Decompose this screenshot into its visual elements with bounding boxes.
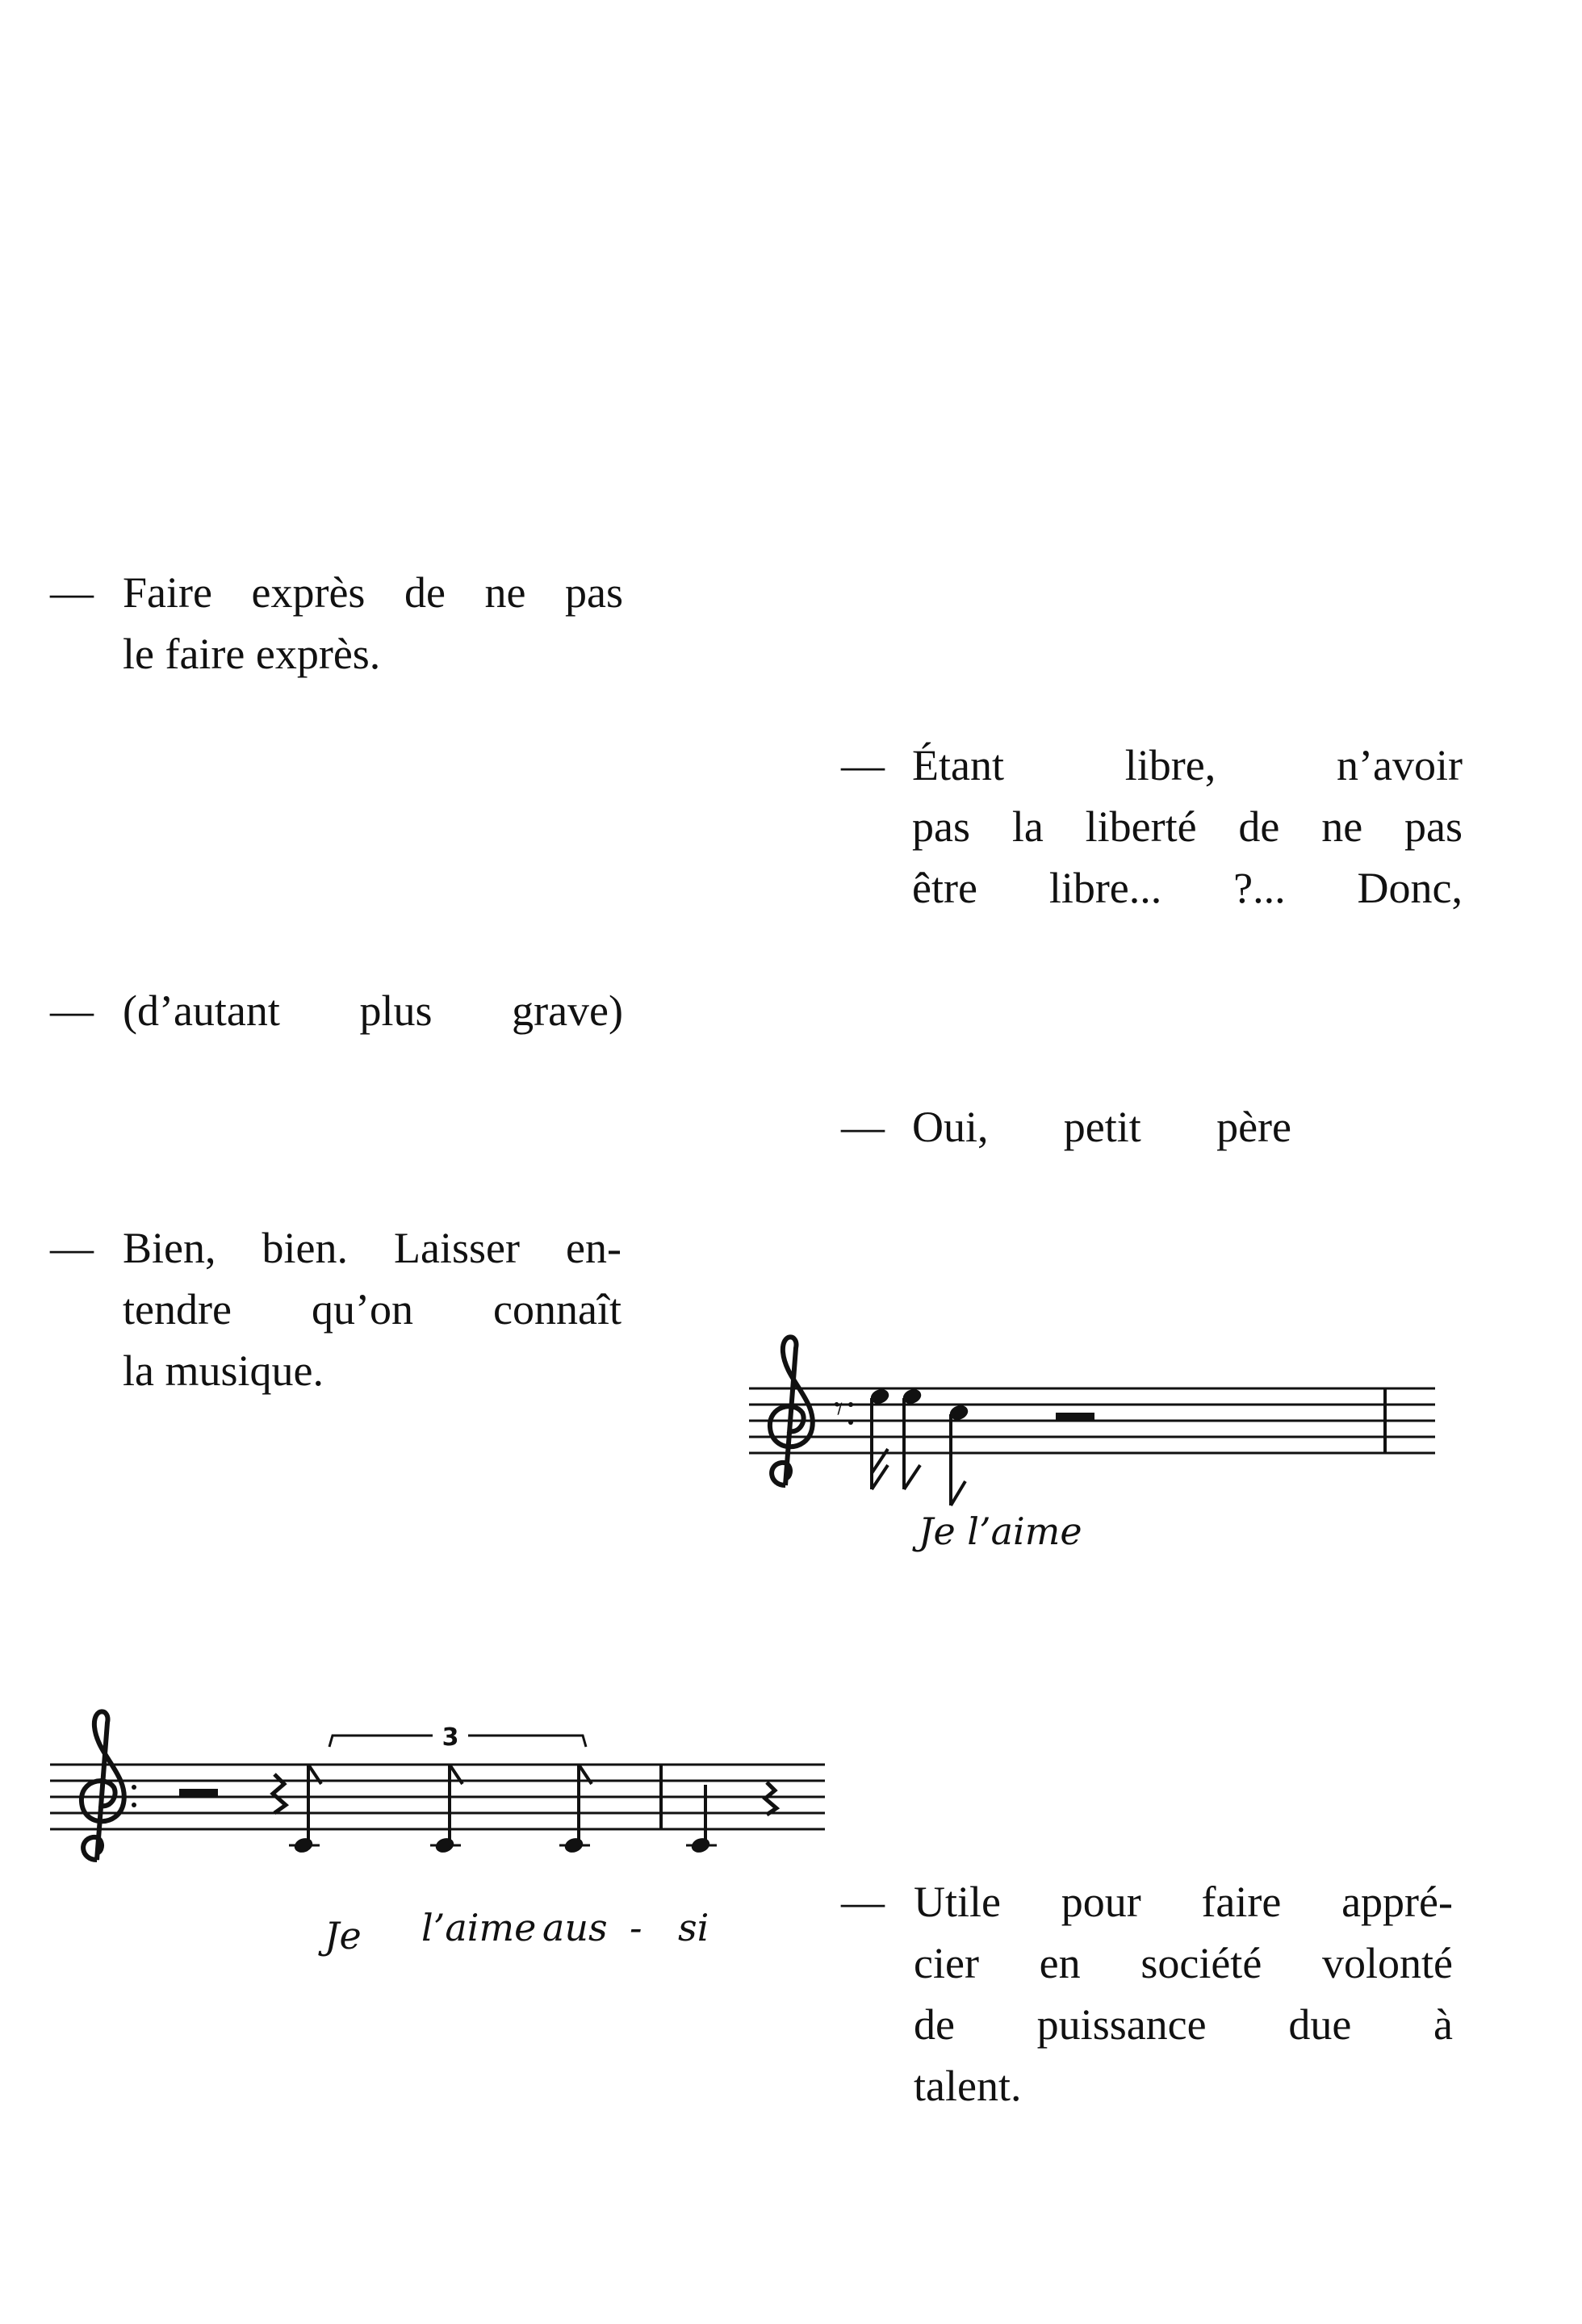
dialogue-dash: — [50,986,94,1035]
note-icon [430,1765,462,1854]
half-rest-icon [179,1789,218,1797]
lyrics-word: aus [542,1906,608,1949]
text-line: tendre qu’on connaît [123,1285,622,1334]
note-icon [686,1785,717,1854]
dialogue-dash: — [50,1224,94,1272]
text-line: la musique. [123,1346,324,1395]
staff-notation [50,1684,825,1894]
dialogue-dash: — [841,1103,885,1151]
text-line: Faire exprès de ne pas [123,568,623,617]
half-rest-icon [1056,1413,1094,1421]
music-staff-1 [749,1332,1443,1574]
text-line: cier en société volonté [914,1939,1453,1987]
lyrics-word: Je [324,1914,362,1958]
treble-clef-icon [82,1711,124,1860]
dialogue-dash: — [50,568,94,617]
staff-notation [749,1332,1443,1518]
lyrics: Je l’aime [919,1510,1082,1553]
treble-clef-icon [770,1337,813,1485]
text-line: Utile pour faire appré- [914,1878,1453,1926]
text-line: pas la liberté de ne pas [912,802,1463,851]
eighth-rest-icon: 𝄾 [834,1388,843,1430]
text-line: être libre... ?... Donc, [912,864,1463,912]
quarter-rest-icon [765,1782,776,1815]
text-line: le faire exprès. [123,630,381,678]
note-icon [869,1388,890,1489]
triplet-number: 3 [442,1723,459,1752]
note-icon [902,1388,923,1489]
lyrics-word: si [678,1906,709,1949]
lyrics-word: l’aime [421,1906,537,1949]
music-staff-2 [50,1684,825,1958]
lyrics-hyphen: - [630,1906,642,1949]
dialogue-dash: — [841,1878,885,1926]
text-line: (d’autant plus grave) [123,986,623,1035]
text-line: Oui, petit père [912,1103,1291,1151]
note-icon [559,1765,592,1854]
note-icon [289,1765,321,1854]
dialogue-dash: — [841,741,885,789]
note-icon [948,1404,969,1505]
text-line: talent. [914,2062,1022,2110]
text-line: Bien, bien. Laisser en- [123,1224,622,1272]
text-line: Étant libre, n’avoir [912,741,1463,789]
text-line: de puissance due à [914,2000,1453,2049]
